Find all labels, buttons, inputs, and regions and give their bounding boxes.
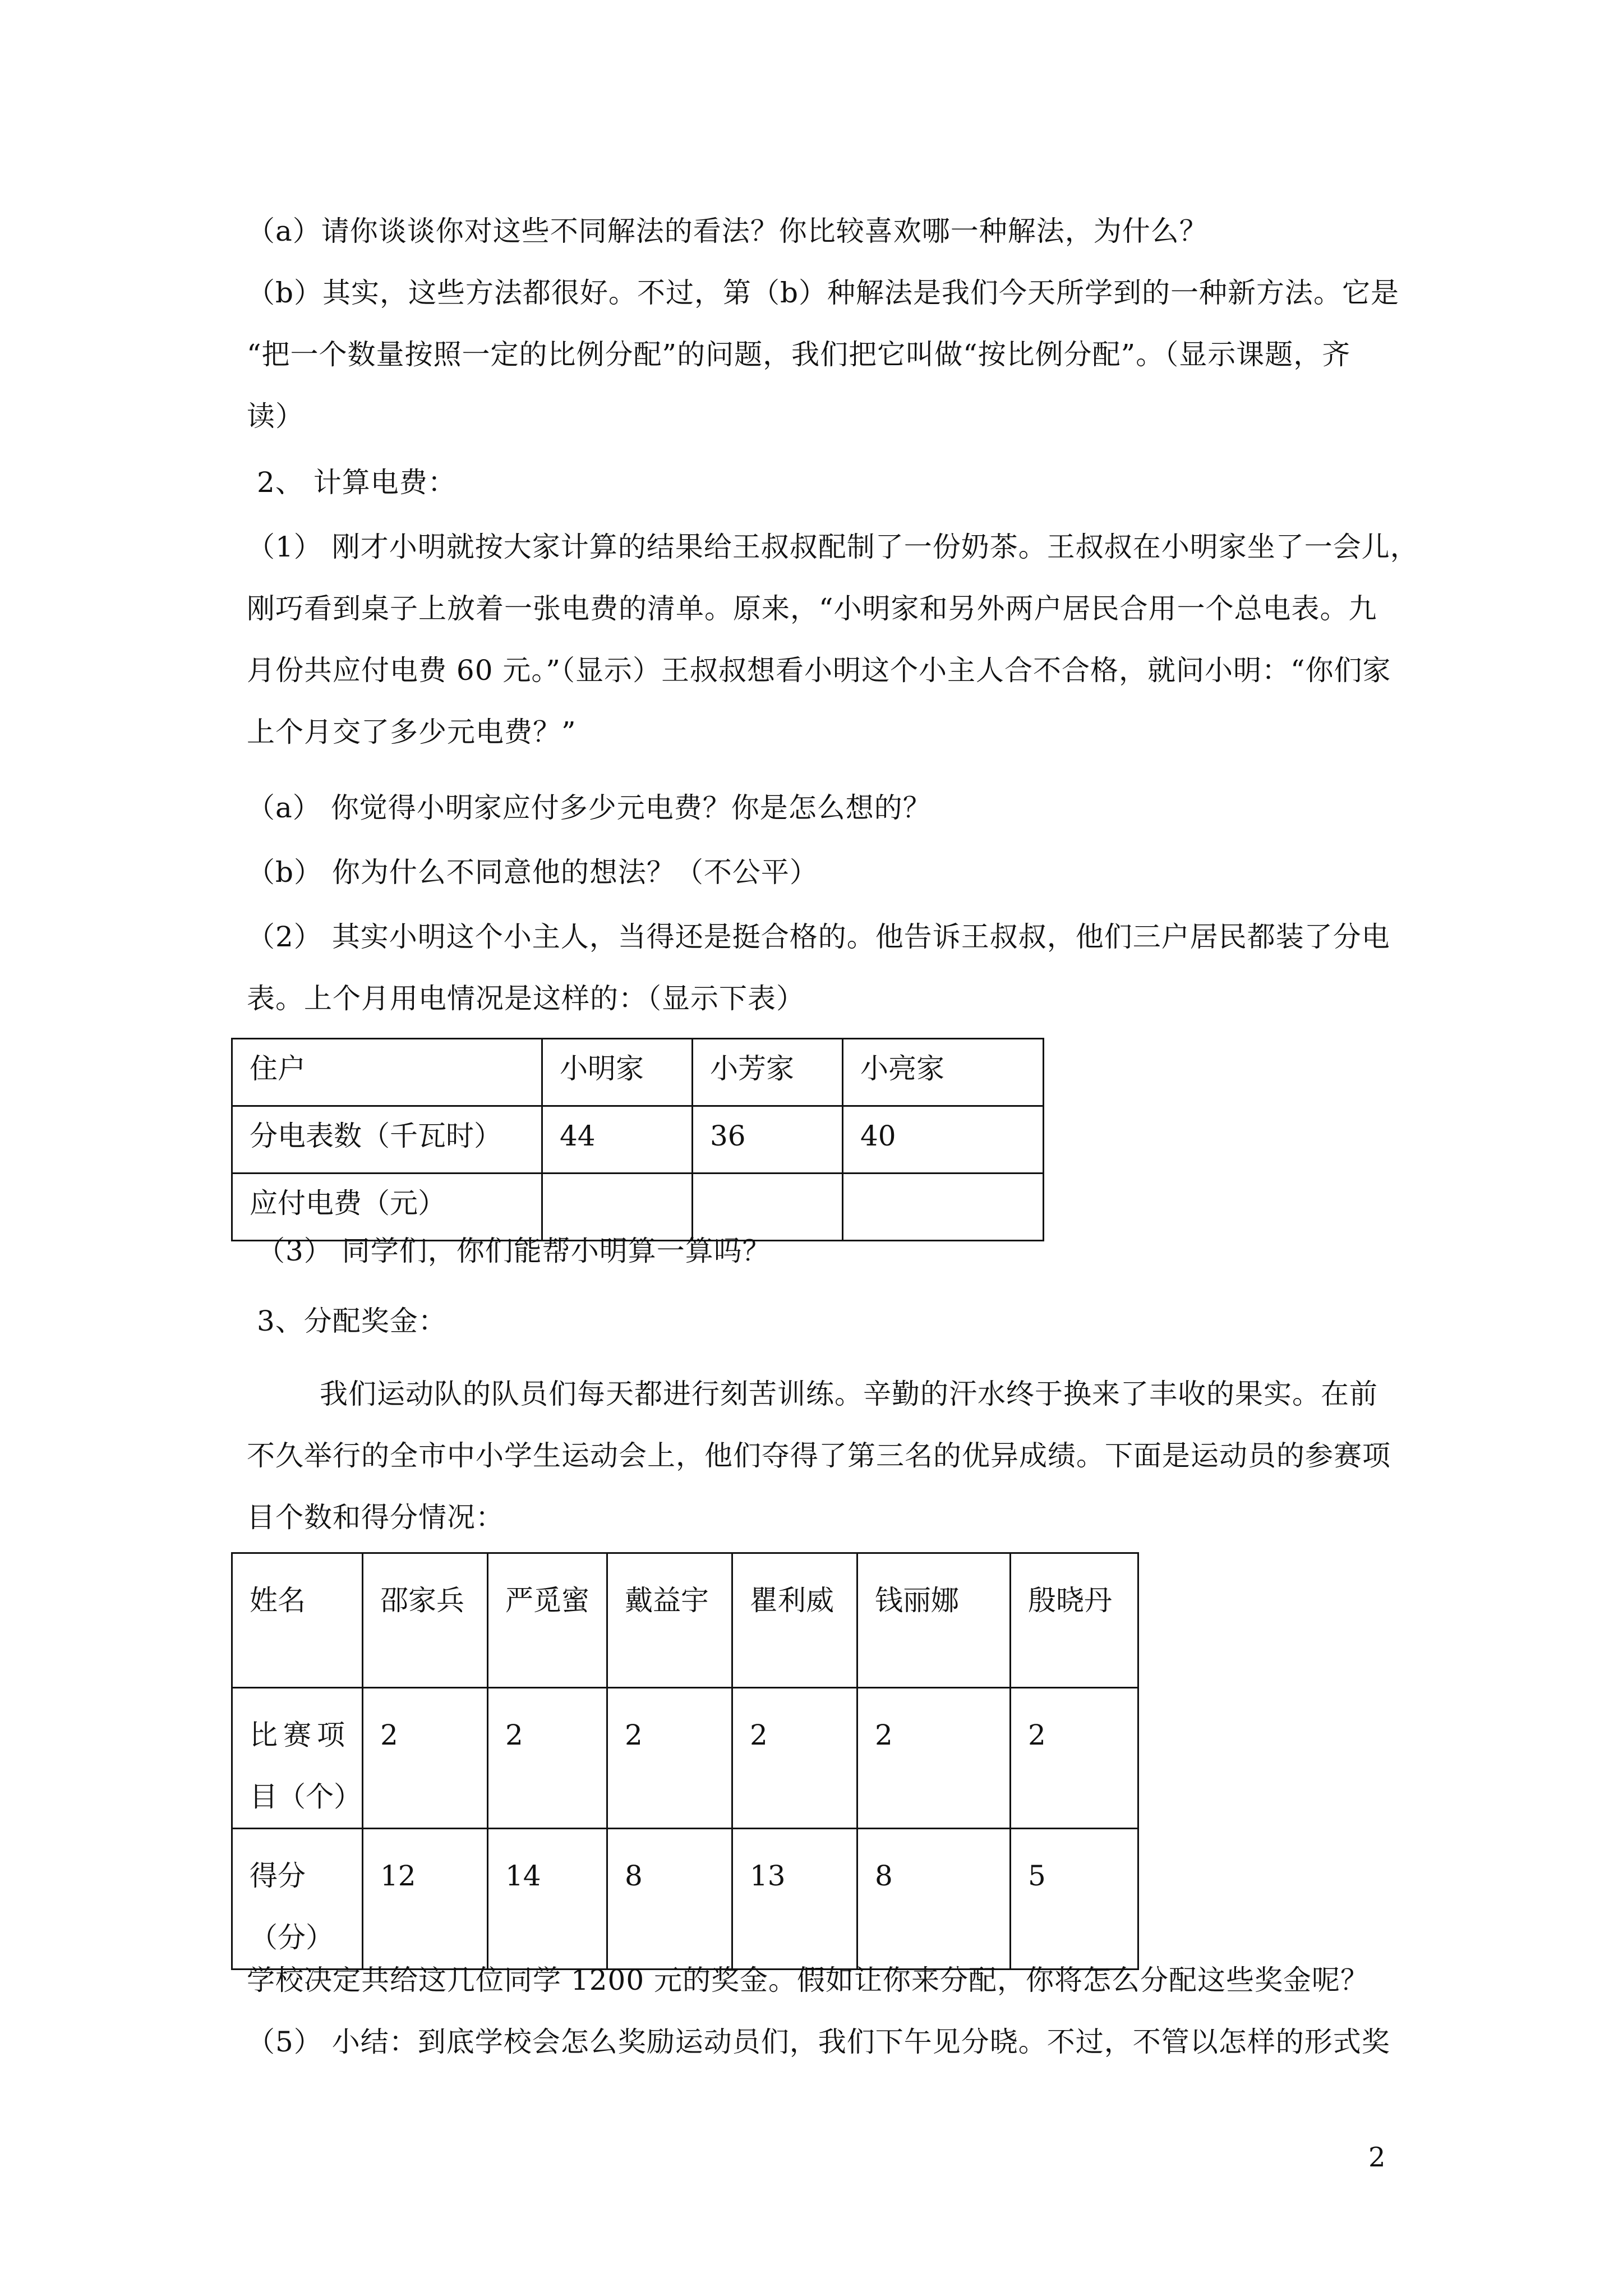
table-cell: 邵家兵 <box>363 1553 488 1688</box>
table-cell: 小亮家 <box>843 1039 1044 1106</box>
paragraph-line: （a）请你谈谈你对这些不同解法的看法？你比较喜欢哪一种解法，为什么？ <box>247 215 1208 247</box>
table-cell: 殷晓丹 <box>1011 1553 1138 1688</box>
paragraph-line: （1） 刚才小明就按大家计算的结果给王叔叔配制了一份奶茶。王叔叔在小明家坐了一会儿， <box>247 531 1419 563</box>
table-cell: 2 <box>363 1688 488 1829</box>
paragraph-line: 我们运动队的队员们每天都进行刻苦训练。辛勤的汗水终于换来了丰收的果实。在前 <box>320 1378 1378 1410</box>
table-row <box>232 1039 1044 1106</box>
table-row <box>232 1106 1044 1174</box>
paragraph-line: “把一个数量按照一定的比例分配”的问题，我们把它叫做“按比例分配”。（显示课题，齐 <box>247 338 1351 371</box>
electricity-table <box>231 1038 1044 1241</box>
bonus-table <box>231 1552 1139 1970</box>
table-cell: 分电表数（千瓦时） <box>232 1106 542 1174</box>
section-heading: 3、分配奖金： <box>257 1305 447 1337</box>
paragraph-line: （b） 你为什么不同意他的想法？（不公平） <box>247 856 818 889</box>
table-cell: 44 <box>542 1106 693 1174</box>
table-cell: 12 <box>363 1829 488 1970</box>
table-cell <box>693 1174 843 1241</box>
table-row <box>232 1174 1044 1241</box>
table-cell: 36 <box>693 1106 843 1174</box>
page-number: 2 <box>1368 2142 1386 2173</box>
table-cell <box>232 1829 363 1970</box>
paragraph-line: 目个数和得分情况： <box>247 1501 504 1534</box>
table-cell: 2 <box>1011 1688 1138 1829</box>
table-cell: 2 <box>488 1688 607 1829</box>
table-cell: 14 <box>488 1829 607 1970</box>
row-label: 得分 <box>250 1860 306 1892</box>
table-cell: 住户 <box>232 1039 542 1106</box>
table-cell: 5 <box>1011 1829 1138 1970</box>
table-cell: 严觅蜜 <box>488 1553 607 1688</box>
paragraph-line: 不久举行的全市中小学生运动会上，他们夺得了第三名的优异成绩。下面是运动员的参赛项 <box>247 1439 1391 1472</box>
table-cell: 2 <box>607 1688 732 1829</box>
table-cell: 姓名 <box>232 1553 363 1688</box>
table-cell: 13 <box>732 1829 857 1970</box>
table-row <box>232 1829 1138 1970</box>
paragraph-line: （a） 你觉得小明家应付多少元电费？你是怎么想的？ <box>247 792 932 824</box>
paragraph-line: 月份共应付电费 60 元。”（显示）王叔叔想看小明这个小主人合不合格，就问小明：“你们家 <box>247 654 1391 687</box>
paragraph-line: 表。上个月用电情况是这样的：（显示下表） <box>247 982 805 1015</box>
row-label: （分） <box>250 1921 334 1954</box>
paragraph-line: （5） 小结：到底学校会怎么奖励运动员们，我们下午见分晓。不过，不管以怎样的形式奖 <box>247 2026 1390 2058</box>
paragraph-line: （3） 同学们，你们能帮小明算一算吗？ <box>257 1235 771 1267</box>
table-cell: 8 <box>857 1829 1011 1970</box>
paragraph-line: （b）其实，这些方法都很好。不过，第（b）种解法是我们今天所学到的一种新方法。它是 <box>247 277 1400 309</box>
row-label: 目（个） <box>250 1780 362 1813</box>
table-cell: 瞿利威 <box>732 1553 857 1688</box>
paragraph-line: 上个月交了多少元电费？” <box>247 716 577 748</box>
paragraph-line: （2） 其实小明这个小主人，当得还是挺合格的。他告诉王叔叔，他们三户居民都装了分电 <box>247 921 1390 953</box>
table-cell: 8 <box>607 1829 732 1970</box>
table-cell: 小芳家 <box>693 1039 843 1106</box>
section-heading: 2、 计算电费： <box>257 466 457 499</box>
table-cell: 戴益宇 <box>607 1553 732 1688</box>
paragraph-line: 读） <box>247 400 304 432</box>
table-cell: 小明家 <box>542 1039 693 1106</box>
table-cell: 40 <box>843 1106 1044 1174</box>
table-cell <box>843 1174 1044 1241</box>
table-cell: 钱丽娜 <box>857 1553 1011 1688</box>
table-row <box>232 1553 1138 1688</box>
table-cell: 2 <box>857 1688 1011 1829</box>
table-cell: 应付电费（元） <box>232 1174 542 1241</box>
table-cell <box>232 1688 363 1829</box>
row-label: 比赛项 <box>250 1719 351 1751</box>
table-cell <box>542 1174 693 1241</box>
table-cell: 2 <box>732 1688 857 1829</box>
paragraph-line: 刚巧看到桌子上放着一张电费的清单。原来，“小明家和另外两户居民合用一个总电表。九 <box>247 592 1377 625</box>
paragraph-line: 学校决定共给这几位同学 1200 元的奖金。假如让你来分配，你将怎么分配这些奖金呢？ <box>247 1964 1370 1996</box>
table-row <box>232 1688 1138 1829</box>
